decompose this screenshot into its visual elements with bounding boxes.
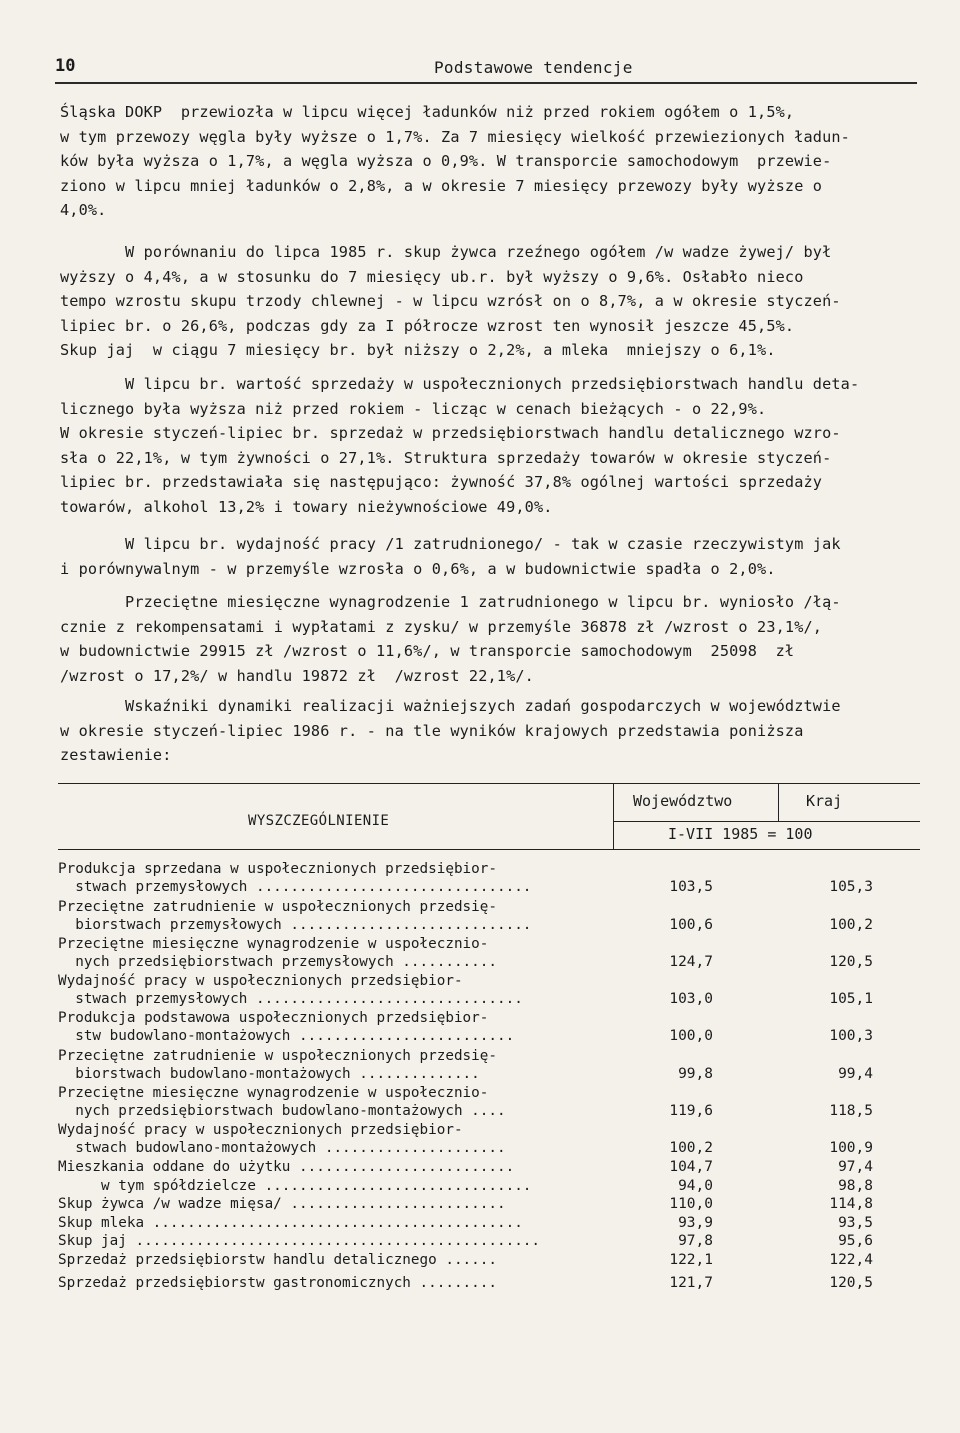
row-label xyxy=(58,1275,598,1293)
value-kraj: 100,2 xyxy=(829,916,873,933)
text-line: W porównaniu do lipca 1985 r. skup żywca rzeźnego ogółem /w wadze żywej/ był xyxy=(60,243,832,261)
row-label xyxy=(58,1178,598,1196)
table-row xyxy=(58,1048,920,1083)
table-row xyxy=(58,1233,920,1251)
value-kraj: 97,4 xyxy=(838,1159,873,1175)
row-label-line: Sprzedaż przedsiębiorstw gastronomicznych ......... xyxy=(58,1275,497,1291)
table-body xyxy=(58,861,920,1293)
row-label-line: stwach budowlano-montażowych ..................... xyxy=(58,1139,506,1156)
value-kraj: 105,1 xyxy=(829,990,873,1007)
row-label-line: Mieszkania oddane do użytku ......................... xyxy=(58,1159,515,1175)
row-label xyxy=(58,1010,598,1045)
header-rule xyxy=(55,82,917,84)
value-kraj: 120,5 xyxy=(829,1275,873,1291)
row-label-line: Skup mleka ........................................... xyxy=(58,1214,523,1231)
table-row xyxy=(58,1178,920,1196)
text-line: w budownictwie 29915 zł /wzrost o 11,6%/, w transporcie samochodowym 25098 zł xyxy=(60,642,795,660)
table-row xyxy=(58,1215,920,1233)
value-wojewodztwo: 121,7 xyxy=(669,1275,713,1291)
text-line: cznie z rekompensatami i wypłatami z zysku/ w przemyśle 36878 zł /wzrost o 23,1%/, xyxy=(60,617,823,636)
value-kraj: 99,4 xyxy=(838,1065,873,1082)
text-line: sła o 22,1%, w tym żywności o 27,1%. Struktura sprzedaży towarów w okresie styczeń- xyxy=(60,448,832,467)
text-line: zestawienie: xyxy=(60,746,172,764)
row-label-line: Przeciętne miesięczne wynagrodzenie w uspołecznio- xyxy=(58,1085,489,1101)
table-row xyxy=(58,1010,920,1045)
table-header-wojewodztwo: Województwo xyxy=(633,792,733,810)
row-label xyxy=(58,1196,598,1214)
text-line: Śląska DOKP przewiozła w lipcu więcej ładunków niż przed rokiem ogółem o 1,5%, xyxy=(60,103,795,121)
table-header-rule xyxy=(58,849,920,850)
table-divider xyxy=(613,821,920,822)
table-row xyxy=(58,861,920,896)
row-label xyxy=(58,973,598,1008)
table-top-rule xyxy=(58,783,920,784)
row-label-line: stw budowlano-montażowych ......................... xyxy=(58,1027,515,1044)
text-line: 4,0%. xyxy=(60,201,107,219)
text-line: licznego była wyższa niż przed rokiem - licząc w cenach bieżących - o 22,9%. xyxy=(60,399,767,418)
row-label xyxy=(58,1252,598,1270)
paragraph-skup xyxy=(60,240,920,363)
text-line: w tym przewozy węgla były wyższe o 1,7%. Za 7 miesięcy wielkość przewiezionych ładun- xyxy=(60,127,850,146)
paragraph-transport xyxy=(60,100,920,223)
table-row xyxy=(58,973,920,1008)
row-label xyxy=(58,1085,598,1120)
text-line: ków była wyższa o 1,7%, a węgla wyższa o 0,9%. W transporcie samochodowym przewie- xyxy=(60,152,832,170)
row-label-line: Wydajność pracy w uspołecznionych przedsiębior- xyxy=(58,973,463,989)
table-row xyxy=(58,1275,920,1293)
table-row xyxy=(58,1196,920,1214)
row-label-line: Skup jaj ............................................... xyxy=(58,1233,541,1249)
table-divider xyxy=(613,783,614,849)
value-kraj: 118,5 xyxy=(829,1102,873,1119)
row-label-line: Skup żywca /w wadze mięsa/ ......................... xyxy=(58,1196,506,1212)
value-wojewodztwo: 97,8 xyxy=(678,1233,713,1249)
row-label-line: stwach przemysłowych ................................ xyxy=(58,878,532,895)
row-label xyxy=(58,1159,598,1177)
table-row xyxy=(58,1252,920,1270)
value-kraj: 105,3 xyxy=(829,878,873,895)
table-row xyxy=(58,1159,920,1177)
row-label-line: w tym spółdzielcze ............................... xyxy=(58,1177,532,1194)
value-wojewodztwo: 122,1 xyxy=(669,1251,713,1268)
text-line: tempo wzrostu skupu trzody chlewnej - w lipcu wzrósł on o 8,7%, a w okresie styczeń- xyxy=(60,292,841,310)
paragraph-wskazniki xyxy=(60,694,920,768)
row-label-line: biorstwach przemysłowych ............................ xyxy=(58,916,532,933)
paragraph-wydajnosc xyxy=(60,532,920,581)
value-wojewodztwo: 119,6 xyxy=(669,1102,713,1119)
text-line: Przeciętne miesięczne wynagrodzenie 1 zatrudnionego w lipcu br. wyniosło /łą- xyxy=(60,593,841,611)
text-line: W lipcu br. wartość sprzedaży w uspołecznionych przedsiębiorstwach handlu deta- xyxy=(60,375,860,393)
table-header-main: WYSZCZEGÓLNIENIE xyxy=(248,813,390,829)
row-label xyxy=(58,936,598,971)
value-kraj: 98,8 xyxy=(838,1177,873,1194)
row-label-line: Przeciętne zatrudnienie w uspołecznionych przedsię- xyxy=(58,899,497,915)
text-line: ziono w lipcu mniej ładunków o 2,8%, a w okresie 7 miesięcy przewozy były wyższe o xyxy=(60,176,823,195)
value-wojewodztwo: 104,7 xyxy=(669,1159,713,1175)
text-line: wyższy o 4,4%, a w stosunku do 7 miesięcy ub.r. był wyższy o 9,6%. Osłabło nieco xyxy=(60,267,804,286)
paragraph-sprzedaz xyxy=(60,372,920,519)
text-line: lipiec br. o 26,6%, podczas gdy za I półrocze wzrost ten wynosił jeszcze 45,5%. xyxy=(60,316,795,335)
table-divider xyxy=(778,783,779,821)
row-label-line: Wydajność pracy w uspołecznionych przedsiębior- xyxy=(58,1122,463,1138)
value-wojewodztwo: 94,0 xyxy=(678,1177,713,1194)
value-kraj: 100,9 xyxy=(829,1139,873,1156)
table-header-kraj: Kraj xyxy=(806,792,843,810)
page-number: 10 xyxy=(55,56,76,76)
text-line: towarów, alkohol 13,2% i towary nieżywnościowe 49,0%. xyxy=(60,497,553,516)
table-header-base: I-VII 1985 = 100 xyxy=(668,825,813,843)
row-label-line: biorstwach budowlano-montażowych .............. xyxy=(58,1065,480,1082)
row-label xyxy=(58,899,598,934)
value-wojewodztwo: 110,0 xyxy=(669,1196,713,1212)
value-wojewodztwo: 93,9 xyxy=(678,1214,713,1231)
text-line: Skup jaj w ciągu 7 miesięcy br. był niższy o 2,2%, a mleka mniejszy o 6,1%. xyxy=(60,341,776,359)
row-label xyxy=(58,1233,598,1251)
text-line: W okresie styczeń-lipiec br. sprzedaż w przedsiębiorstwach handlu detalicznego wzro- xyxy=(60,424,841,442)
row-label xyxy=(58,861,598,896)
text-line: W lipcu br. wydajność pracy /1 zatrudnionego/ - tak w czasie rzeczywistym jak xyxy=(60,535,841,553)
value-wojewodztwo: 124,7 xyxy=(669,953,713,970)
row-label xyxy=(58,1215,598,1233)
table-row xyxy=(58,1122,920,1157)
row-label xyxy=(58,1048,598,1083)
text-line: i porównywalnym - w przemyśle wzrosła o 0,6%, a w budownictwie spadła o 2,0%. xyxy=(60,559,776,578)
table-row xyxy=(58,1085,920,1120)
value-kraj: 95,6 xyxy=(838,1233,873,1249)
value-kraj: 114,8 xyxy=(829,1196,873,1212)
value-wojewodztwo: 103,5 xyxy=(669,878,713,895)
row-label-line: Przeciętne zatrudnienie w uspołecznionych przedsię- xyxy=(58,1048,497,1064)
paragraph-wynagrodzenie xyxy=(60,590,920,688)
value-kraj: 122,4 xyxy=(829,1251,873,1268)
value-kraj: 100,3 xyxy=(829,1027,873,1044)
value-wojewodztwo: 103,0 xyxy=(669,990,713,1007)
value-wojewodztwo: 100,2 xyxy=(669,1139,713,1156)
row-label-line: Produkcja podstawowa uspołecznionych przedsiębior- xyxy=(58,1010,489,1026)
value-kraj: 120,5 xyxy=(829,953,873,970)
row-label-line: nych przedsiębiorstwach budowlano-montażowych .... xyxy=(58,1102,506,1119)
text-line: Wskaźniki dynamiki realizacji ważniejszych zadań gospodarczych w województwie xyxy=(60,697,841,715)
table-row xyxy=(58,936,920,971)
table-row xyxy=(58,899,920,934)
value-kraj: 93,5 xyxy=(838,1214,873,1231)
row-label-line: nych przedsiębiorstwach przemysłowych ........... xyxy=(58,953,497,970)
row-label-line: Sprzedaż przedsiębiorstw handlu detalicznego ...... xyxy=(58,1251,497,1268)
row-label-line: stwach przemysłowych ............................... xyxy=(58,990,523,1007)
value-wojewodztwo: 99,8 xyxy=(678,1065,713,1082)
row-label xyxy=(58,1122,598,1157)
value-wojewodztwo: 100,0 xyxy=(669,1027,713,1044)
row-label-line: Przeciętne miesięczne wynagrodzenie w uspołecznio- xyxy=(58,936,489,952)
running-title: Podstawowe tendencje xyxy=(434,58,633,77)
text-line: lipiec br. przedstawiała się następująco: żywność 37,8% ogólnej wartości sprzedaży xyxy=(60,473,823,491)
value-wojewodztwo: 100,6 xyxy=(669,916,713,933)
text-line: w okresie styczeń-lipiec 1986 r. - na tle wyników krajowych przedstawia poniższa xyxy=(60,721,804,740)
text-line: /wzrost o 17,2%/ w handlu 19872 zł /wzrost 22,1%/. xyxy=(60,666,534,685)
row-label-line: Produkcja sprzedana w uspołecznionych przedsiębior- xyxy=(58,861,497,877)
